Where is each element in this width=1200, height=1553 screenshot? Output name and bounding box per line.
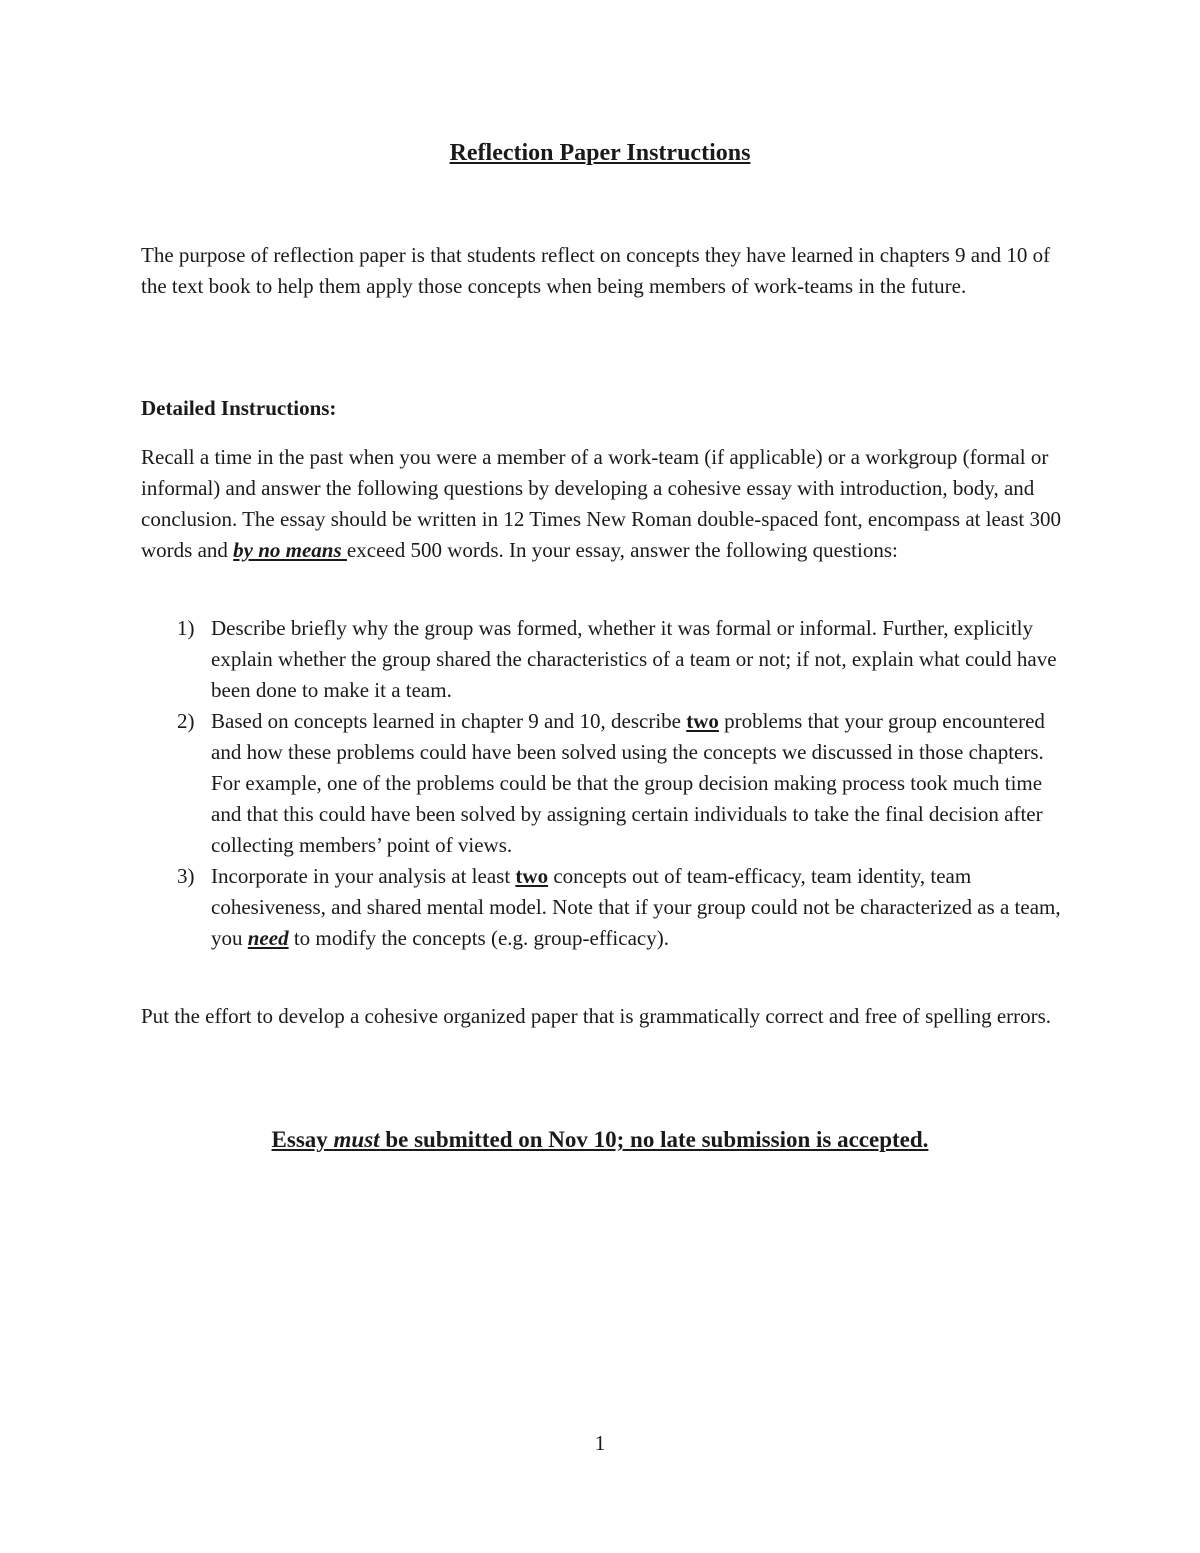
detailed-instructions-heading: Detailed Instructions: bbox=[141, 396, 337, 420]
must-emphasis: must bbox=[333, 1127, 380, 1152]
deadline-pre: Essay bbox=[271, 1127, 334, 1152]
question-3-text-after: to modify the concepts (e.g. group-efficacy). bbox=[288, 926, 669, 950]
page-title: Reflection Paper Instructions bbox=[449, 140, 751, 166]
question-2-text-before: Based on concepts learned in chapter 9 and 10, describe bbox=[211, 709, 687, 733]
two-emphasis: two bbox=[515, 864, 549, 888]
list-item bbox=[141, 706, 1071, 861]
page-number: 1 bbox=[594, 1431, 606, 1455]
list-item-number: 1) bbox=[177, 616, 195, 640]
list-item bbox=[141, 613, 1071, 706]
deadline-post: be submitted on Nov 10; no late submission is accepted. bbox=[379, 1127, 929, 1152]
recall-text-part1: Recall a time in the past when you were a member of a work-team (if applicable) or a workgroup (formal or informal) and answer the following questions by developing a cohesive essay with introduction, body, and conclusion. The essay should be written in 12 Times New Roman double-spaced font, encompass at least 300 words and bbox=[141, 445, 1061, 562]
question-2-text-after: problems that your group encountered and how these problems could have been solved using the concepts we discussed in those chapters. For example, one of the problems could be that the group decision making process took much time and that this could have been solved by assigning certain individuals to take the final decision after collecting members’ point of views. bbox=[211, 709, 1045, 857]
recall-paragraph bbox=[141, 442, 1071, 566]
list-item bbox=[141, 861, 1071, 954]
recall-text-part2: exceed 500 words. In your essay, answer the following questions: bbox=[346, 538, 898, 562]
list-item-number: 2) bbox=[177, 709, 195, 733]
by-no-means-emphasis: by no means bbox=[233, 538, 347, 562]
question-1-text: Describe briefly why the group was formed, whether it was formal or informal. Further, explicitly explain whether the group shared the characteristics of a team or not; if not, explain what could have been done to make it a team. bbox=[211, 616, 1057, 702]
question-3-text-middle: concepts out of team-efficacy, team identity, team cohesiveness, and shared mental model. Note that if your group could not be characterized as a team, you bbox=[211, 864, 1061, 950]
need-emphasis: need bbox=[247, 926, 289, 950]
intro-paragraph: The purpose of reflection paper is that students reflect on concepts they have learned in chapters 9 and 10 of the text book to help them apply those concepts when being members of work-teams in the future. bbox=[141, 243, 1051, 298]
two-emphasis: two bbox=[686, 709, 719, 733]
question-list bbox=[141, 613, 1071, 954]
closing-paragraph: Put the effort to develop a cohesive organized paper that is grammatically correct and free of spelling errors. bbox=[141, 1004, 1052, 1028]
deadline-notice bbox=[0, 1127, 1200, 1153]
list-item-number: 3) bbox=[177, 864, 195, 888]
question-3-text-before: Incorporate in your analysis at least bbox=[211, 864, 516, 888]
